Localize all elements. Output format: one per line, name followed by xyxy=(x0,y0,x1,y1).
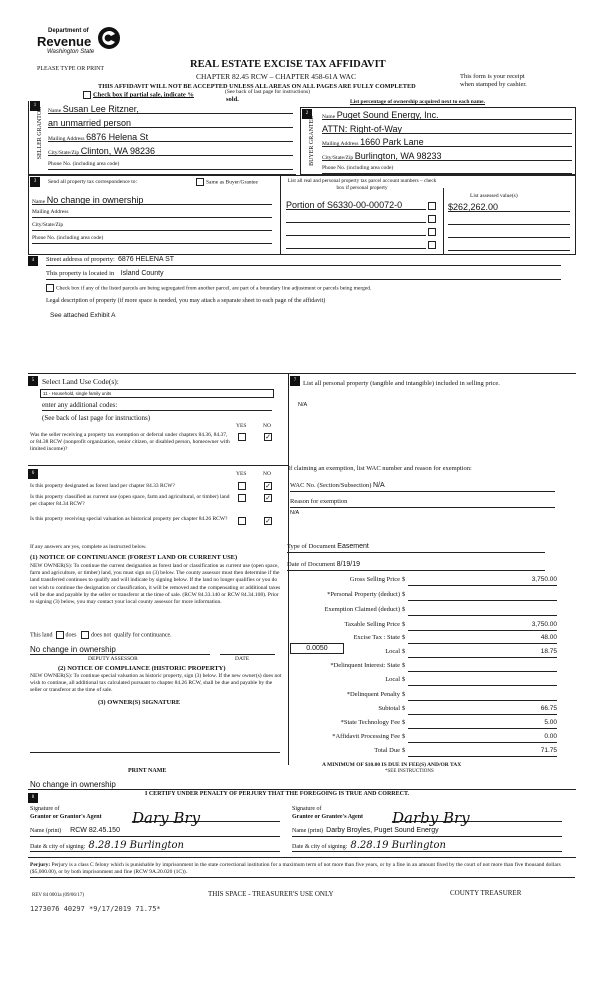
grantor-date-field[interactable] xyxy=(30,840,280,852)
fee-value-field[interactable]: 3,750.00 xyxy=(408,621,557,631)
label: Same as Buyer/Grantee xyxy=(206,179,258,186)
grantee-signature-field[interactable] xyxy=(392,809,562,827)
if-yes-note: If any answers are yes, complete as instructed below. xyxy=(30,544,147,550)
fee-label: *Delinquent Interest: State xyxy=(330,662,400,669)
fee-value-field[interactable]: 3,750.00 xyxy=(408,576,557,586)
dollar-sign: $ xyxy=(402,691,406,698)
seller-phone-field[interactable] xyxy=(48,160,293,170)
local-rate-box[interactable]: 0.0050 xyxy=(290,643,344,654)
label: Phone No. (including area code) xyxy=(32,235,104,241)
label: Type of Document xyxy=(287,543,336,550)
no-header: NO xyxy=(263,423,271,429)
current-use-question: Is this property classified as current use (open space, farm and agricultural, or timber) land per chapter 84.34 RCW? xyxy=(30,494,230,507)
fee-label: Local xyxy=(385,676,400,683)
label: WAC No. (Section/Subsection) xyxy=(290,482,372,489)
seller-name: Susan Lee Ritzner, xyxy=(62,104,139,114)
q1-yes-checkbox[interactable] xyxy=(238,433,246,441)
assessor-value: No change in ownership xyxy=(30,645,116,654)
q2-yes-checkbox[interactable] xyxy=(238,482,246,490)
q4-yes-checkbox[interactable] xyxy=(238,517,246,525)
parcel-field-1[interactable] xyxy=(286,200,426,210)
dollar-sign: $ xyxy=(402,719,406,726)
dor-swirl-icon xyxy=(96,26,122,50)
personal-property-checkbox[interactable] xyxy=(428,202,436,210)
parcel-number: Portion of S6330-00-00072-0 xyxy=(286,200,403,210)
label: Mailing Address xyxy=(48,136,85,142)
treasurer-space: THIS SPACE - TREASURER'S USE ONLY xyxy=(208,890,334,898)
seller-city-field[interactable] xyxy=(48,146,293,156)
label: City/State/Zip xyxy=(48,150,80,156)
fee-value-field[interactable] xyxy=(408,606,557,616)
dollar-sign: $ xyxy=(402,747,406,754)
q4-no-checkbox[interactable]: ✓ xyxy=(265,517,271,525)
section-badge: 8 xyxy=(28,793,38,803)
label: Name xyxy=(48,108,62,114)
label: qualify for continuance. xyxy=(114,632,172,639)
fee-label: Gross Selling Price xyxy=(349,576,400,583)
logo-text: Department of xyxy=(48,28,89,34)
deputy-label: DEPUTY ASSESSOR xyxy=(88,656,138,662)
parcel-field-3[interactable] xyxy=(286,226,426,236)
divider xyxy=(280,175,281,255)
fee-label: Local xyxy=(385,648,400,655)
does-not-checkbox[interactable] xyxy=(81,631,89,639)
fee-row xyxy=(290,606,560,619)
fee-label: Subtotal xyxy=(378,705,400,712)
label: does not xyxy=(91,632,112,639)
fee-value-field[interactable] xyxy=(408,691,557,701)
grantee-label: Grantee or Grantee's Agent xyxy=(292,814,364,820)
parcel-field-4[interactable] xyxy=(286,239,426,249)
please-type: PLEASE TYPE OR PRINT xyxy=(37,66,105,72)
personal-property-checkbox[interactable] xyxy=(428,228,436,236)
see-back-note: (See back of last page for instructions) xyxy=(42,414,151,422)
label: Phone No. (including area code) xyxy=(322,165,394,171)
compliance-text: NEW OWNER(S): To continue special valuation as historic property, sign (3) below. If the new owner(s) does not wish to continue, all additional tax calculated pursuant to chapter 84.26 RCW, shall be due and payable by the seller or transferor at the time of sale. xyxy=(30,673,282,693)
fee-value-field[interactable]: 18.75 xyxy=(408,648,557,658)
assessed-field-3[interactable] xyxy=(448,228,570,238)
fee-label: Excise Tax : State xyxy=(353,634,400,641)
buyer-city-field[interactable] xyxy=(322,151,572,161)
fee-label: Exemption Claimed (deduct) xyxy=(324,606,400,613)
q3-no-checkbox[interactable]: ✓ xyxy=(265,494,271,502)
fee-row xyxy=(290,576,560,589)
correspondence-name-field[interactable] xyxy=(32,195,272,205)
q3-yes-checkbox[interactable] xyxy=(238,494,246,502)
fee-value-field[interactable]: 5.00 xyxy=(408,719,557,729)
section-badge: 1 xyxy=(30,101,40,111)
historic-question: Is this property receiving special valuation as historical property per chapter 84.26 RCW? xyxy=(30,516,228,522)
continuance-title: (1) NOTICE OF CONTINUANCE (FOREST LAND OR CURRENT USE) xyxy=(30,554,238,561)
q1-no-checkbox[interactable]: ✓ xyxy=(265,433,271,441)
fee-row xyxy=(290,676,560,689)
buyer-phone-field[interactable] xyxy=(322,164,572,174)
sig-label: Signature of xyxy=(30,806,60,812)
forest-question: Is this property designated as forest land per chapter 84.33 RCW? xyxy=(30,483,175,489)
divider xyxy=(28,465,288,466)
additional-codes-field[interactable] xyxy=(42,401,272,411)
seller-address-field[interactable] xyxy=(48,132,293,142)
personal-property-checkbox[interactable] xyxy=(428,215,436,223)
divider xyxy=(28,373,576,374)
reason-field[interactable] xyxy=(290,498,555,508)
buyer-name2: ATTN: Right-of-Way xyxy=(322,124,403,134)
correspondence-city-field[interactable] xyxy=(32,221,272,231)
dollar-sign: $ xyxy=(402,648,406,655)
receipt-stamp: 1273076 40297 *9/17/2019 71.75* xyxy=(30,905,161,913)
partial-sale-label: Check box if partial sale, indicate % xyxy=(93,91,194,99)
label: This property is located in xyxy=(46,270,115,277)
buyer-name2-field[interactable] xyxy=(322,124,572,134)
document-type-field[interactable] xyxy=(287,543,545,553)
grantor-name-field[interactable] xyxy=(30,827,280,837)
fee-label: *Affidavit Processing Fee xyxy=(332,733,400,740)
label: Street address of property: xyxy=(46,256,115,263)
fee-value-field[interactable]: 66.75 xyxy=(408,705,557,715)
dollar-sign: $ xyxy=(402,621,406,628)
continuance-line xyxy=(30,631,172,639)
document-type: Easement xyxy=(337,543,369,550)
divider xyxy=(443,188,444,255)
buyer-side-label: BUYER GRANTEE xyxy=(309,116,315,166)
seller-side-label: SELLER GRANTOR xyxy=(37,106,43,160)
grantee-date-field[interactable] xyxy=(292,840,562,852)
label: Perjury: xyxy=(30,862,51,868)
seller-name-field[interactable] xyxy=(48,104,293,114)
fee-label: *State Technology Fee xyxy=(340,719,400,726)
dollar-sign: $ xyxy=(402,705,406,712)
same-as-buyer-checkbox[interactable] xyxy=(196,178,258,186)
fee-label: Taxable Selling Price xyxy=(344,621,400,628)
receipt-note: when stamped by cashier. xyxy=(460,81,527,88)
fee-row xyxy=(290,621,560,634)
parcel-header: List all real and personal property tax parcel account numbers – check box if personal property xyxy=(287,178,437,191)
fee-label: Total Due xyxy=(374,747,400,754)
fee-row xyxy=(290,662,560,675)
section-badge: 4 xyxy=(28,256,38,266)
label: Name (print) xyxy=(30,828,62,834)
seller-city: Clinton, WA 98236 xyxy=(80,146,156,156)
buyer-address: 1660 Park Lane xyxy=(360,137,424,147)
county: Island County xyxy=(120,270,164,277)
grantee-name: Darby Broyles, Puget Sound Energy xyxy=(326,827,439,834)
buyer-name: Puget Sound Energy, Inc. xyxy=(336,110,439,120)
correspondence-phone-field[interactable] xyxy=(32,234,272,244)
see-instructions: *SEE INSTRUCTIONS xyxy=(385,769,434,774)
grantor-signature: Dary Bry xyxy=(132,809,201,827)
exemption-label: If claiming an exemption, list WAC number and reason for exemption: xyxy=(288,465,472,472)
fee-row xyxy=(290,719,560,732)
buyer-city: Burlington, WA 98233 xyxy=(354,151,442,161)
county-treasurer: COUNTY TREASURER xyxy=(450,889,522,897)
seller-name2: an unmarried person xyxy=(48,118,132,128)
grantee-signature: Darby Bry xyxy=(392,809,470,827)
legal-description: See attached Exhibit A xyxy=(50,312,116,319)
land-use-code-select[interactable]: 11 - Household, single family units xyxy=(40,389,274,398)
county-field[interactable] xyxy=(46,270,561,280)
form-revision: REV 84 0001a (09/06/17) xyxy=(32,893,84,898)
label: Date & city of signing: xyxy=(30,844,86,850)
buyer-name-field[interactable] xyxy=(322,110,572,120)
fee-row xyxy=(290,691,560,704)
fee-row xyxy=(290,591,560,604)
print-name-value: No change in ownership xyxy=(30,780,116,789)
reason-value: N/A xyxy=(290,510,300,516)
yes-header: YES xyxy=(236,423,247,429)
label: City/State/Zip xyxy=(32,222,64,228)
correspondence-name: No change in ownership xyxy=(46,195,144,205)
section-badge: 5 xyxy=(28,376,38,386)
label: Mailing Address xyxy=(322,141,359,147)
assessor-date-field[interactable] xyxy=(220,645,275,655)
label: Name (print) xyxy=(292,828,324,834)
fee-value-field[interactable]: 0.00 xyxy=(408,733,557,743)
dollar-sign: $ xyxy=(402,634,406,641)
exemption-question: Was the seller receiving a property tax exemption or deferral under chapters 84.36, 84.37, or 84.38 RCW (nonprofit organization, senior citizen, or disabled person, homeowner with limited income)? xyxy=(30,432,230,452)
personal-property-checkbox[interactable] xyxy=(428,241,436,249)
label: Name xyxy=(322,114,336,120)
document-date-field[interactable] xyxy=(287,561,545,571)
label: Date of Document xyxy=(287,561,336,568)
wac-value: N/A xyxy=(373,482,385,489)
form-title: REAL ESTATE EXCISE TAX AFFIDAVIT xyxy=(190,59,386,70)
correspondence-address-field[interactable] xyxy=(32,208,272,218)
land-use-title: Select Land Use Code(s): xyxy=(42,377,119,386)
receipt-note: This form is your receipt xyxy=(460,73,525,80)
label: Check box if any of the listed parcels are being segregated from another parcel, are part of a boundary line adjustment or parcels being merged. xyxy=(56,285,372,292)
fee-value-field[interactable]: 48.00 xyxy=(408,634,557,644)
fee-value-field[interactable]: 71.75 xyxy=(408,747,557,757)
fee-value-field[interactable] xyxy=(408,662,557,672)
owner-signature-title: (3) OWNER(S) SIGNATURE xyxy=(98,699,181,706)
dollar-sign: $ xyxy=(402,591,406,598)
grantee-name-field[interactable] xyxy=(292,827,562,837)
dollar-sign: $ xyxy=(402,676,406,683)
segregated-checkbox[interactable] xyxy=(46,284,371,292)
document-date: 8/19/19 xyxy=(336,561,360,568)
fee-row xyxy=(290,747,560,760)
ownership-pct-note: List percentage of ownership acquired next to each name. xyxy=(350,99,485,105)
fee-value-field[interactable] xyxy=(408,676,557,686)
grantor-signature-field[interactable] xyxy=(132,809,280,827)
label: does xyxy=(65,632,77,639)
label: Date & city of signing: xyxy=(292,844,348,850)
owner-signature-field[interactable] xyxy=(30,743,280,753)
send-label: Send all property tax correspondence to: xyxy=(48,179,138,185)
date-label: DATE xyxy=(235,656,250,662)
sig-label: Signature of xyxy=(292,806,322,812)
label: Name xyxy=(32,199,46,205)
grantor-name: RCW 82.45.150 xyxy=(70,827,120,834)
legal-description-label: Legal description of property (if more space is needed, you may attach a separate sheet to each page of the affidavit) xyxy=(46,298,326,304)
chapter-line: CHAPTER 82.45 RCW – CHAPTER 458-61A WAC xyxy=(196,72,356,81)
fee-row xyxy=(290,705,560,718)
label: Mailing Address xyxy=(32,209,69,215)
section-badge: 7 xyxy=(290,376,300,386)
perjury-notice xyxy=(30,862,575,878)
seller-address: 6876 Helena St xyxy=(86,132,149,142)
yes-header: YES xyxy=(236,471,247,477)
fee-row xyxy=(290,733,560,746)
wac-field[interactable] xyxy=(290,482,555,492)
label: Reason for exemption xyxy=(290,498,348,505)
divider xyxy=(28,857,576,858)
fee-label: *Personal Property (deduct) xyxy=(327,591,400,598)
street-address: 6876 HELENA ST xyxy=(118,256,175,263)
continuance-text: NEW OWNER(S): To continue the current designation as forest land or classification as current use (open space, farm and agriculture, or timber) land, you must sign on (3) below. The county assessor must then determine if the land transferred continues to qualify and will indicate by signing below. If the land no longer qualifies or you do not wish to continue the designation or classification, it will be removed and the compensating or additional taxes will be due and payable by the seller or transferor at the time of sale. (RCW 84.33.140 or RCW 84.34.108). Prior to signing (3) below, you may contact your local county assessor for more information. xyxy=(30,563,281,606)
sold-label: sold. xyxy=(226,96,239,103)
grantee-date: 8.28.19 Burlington xyxy=(350,840,446,851)
parcel-field-2[interactable] xyxy=(286,213,426,223)
partial-sale-checkbox[interactable] xyxy=(83,91,194,99)
logo-text: Revenue xyxy=(37,34,92,49)
dollar-sign: $ xyxy=(402,576,406,583)
see-back: (See back of last page for instructions) xyxy=(225,89,310,95)
street-address-field[interactable] xyxy=(46,256,561,266)
divider xyxy=(28,789,576,790)
dollar-sign: $ xyxy=(402,662,406,669)
q2-no-checkbox[interactable]: ✓ xyxy=(265,482,271,490)
compliance-title: (2) NOTICE OF COMPLIANCE (HISTORIC PROPERTY) xyxy=(58,665,226,672)
fee-label: *Delinquent Penalty xyxy=(346,691,400,698)
grantor-label: Grantor or Grantor's Agent xyxy=(30,814,102,820)
label: Phone No. (including area code) xyxy=(48,161,120,167)
personal-property-title: List all personal property (tangible and intangible) included in selling price. xyxy=(303,380,500,387)
does-checkbox[interactable] xyxy=(56,631,64,639)
assessed-field-4[interactable] xyxy=(448,241,570,251)
minimum-note: A MINIMUM OF $10.00 IS DUE IN FEE(S) AND/OR TAX xyxy=(322,762,462,768)
section-badge: 2 xyxy=(302,109,312,119)
assessed-value: $262,262.00 xyxy=(448,202,499,212)
label: City/State/Zip xyxy=(322,155,354,161)
label: enter any additional codes: xyxy=(42,401,118,409)
label: This land xyxy=(30,632,53,639)
buyer-address-field[interactable] xyxy=(322,137,572,147)
deputy-assessor-field[interactable] xyxy=(30,645,210,655)
dollar-sign: $ xyxy=(402,733,406,740)
perjury-text: Perjury is a class C felony which is punishable by imprisonment in the state correctional institution for a maximum term of not more than five years, or by a fine in an amount fixed by the court of not more than five thousand dollars ($5,000.00), or by both imprisonment and fine (RCW 9A.20.020 (1C)). xyxy=(30,862,561,875)
section-badge: 3 xyxy=(30,177,40,187)
dollar-sign: $ xyxy=(402,606,406,613)
grantor-date: 8.28.19 Burlington xyxy=(88,840,184,851)
warning-line: THIS AFFIDAVIT WILL NOT BE ACCEPTED UNLESS ALL AREAS ON ALL PAGES ARE FULLY COMPLETED xyxy=(98,83,416,90)
assessed-field-1[interactable] xyxy=(448,202,570,212)
certify-statement: I CERTIFY UNDER PENALTY OF PERJURY THAT THE FOREGOING IS TRUE AND CORRECT. xyxy=(145,791,410,797)
logo-text: Washington State xyxy=(47,49,95,55)
dor-logo xyxy=(30,26,125,60)
assessed-field-2[interactable] xyxy=(448,215,570,225)
assessed-header: List assessed value(s) xyxy=(470,193,518,199)
personal-property-value: N/A xyxy=(298,402,308,408)
fee-value-field[interactable] xyxy=(408,591,557,601)
no-header: NO xyxy=(263,471,271,477)
section-badge: 6 xyxy=(28,469,38,479)
print-name-label: PRINT NAME xyxy=(128,768,167,774)
seller-name2-field[interactable] xyxy=(48,118,293,128)
